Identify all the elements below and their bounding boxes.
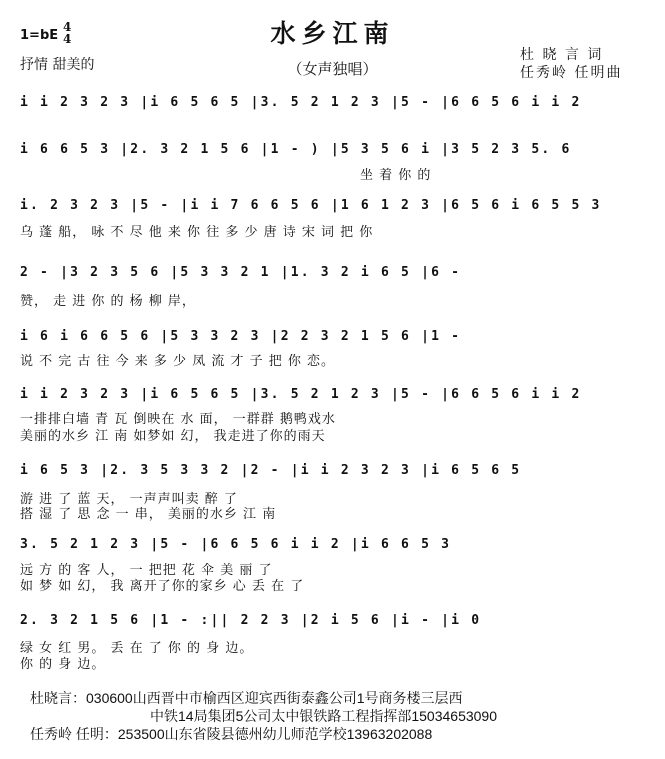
contact-lyricist-work: 中铁14局集团5公司太中银铁路工程指挥部15034653090 bbox=[150, 708, 498, 724]
lyric-line: 乌 蓬 船， 咏 不 尽 他 来 你 往 多 少 唐 诗 宋 词 把 你 bbox=[20, 225, 374, 240]
notation-line: 3. 5 2 1 2 3 |5 - |6 6 5 6 i i 2 |i 6 6 5 3 bbox=[20, 537, 452, 552]
notation-line: i 6 i 6 6 5 6 |5 3 3 2 3 |2 2 3 2 1 5 6 |1 - bbox=[20, 329, 462, 344]
lyric-line: 如 梦 如 幻， 我 离开了你的家乡 心 丢 在 了 bbox=[20, 579, 305, 594]
expression-marking: 抒情 甜美的 bbox=[20, 57, 95, 73]
lyric-line: 你 的 身 边。 bbox=[20, 657, 106, 672]
lyric-line: 远 方 的 客 人， 一 把把 花 伞 美 丽 了 bbox=[20, 563, 273, 578]
lyric-line: 赞， 走 进 你 的 杨 柳 岸， bbox=[20, 294, 196, 309]
lyric-line: 搭 湿 了 思 念 一 串， 美丽的水乡 江 南 bbox=[20, 507, 277, 522]
lyric-line: 绿 女 红 男。 丢 在 了 你 的 身 边。 bbox=[20, 641, 254, 656]
lyric-line: 坐 着 你 的 bbox=[360, 168, 432, 183]
lyric-line: 游 进 了 蓝 天， 一声声叫卖 醉 了 bbox=[20, 492, 238, 507]
lyric-line: 一排排白墙 青 瓦 倒映在 水 面， 一群群 鹅鸭戏水 bbox=[20, 412, 336, 427]
key-signature: 1=bE bbox=[20, 28, 59, 43]
lyric-line: 美丽的水乡 江 南 如梦如 幻， 我走进了你的雨天 bbox=[20, 429, 326, 444]
notation-line: 2. 3 2 1 5 6 |1 - :|| 2 2 3 |2 i 5 6 |i - |i 0 bbox=[20, 613, 482, 628]
notation-line: i 6 5 3 |2. 3 5 3 3 2 |2 - |i i 2 3 2 3 |i 6 5 6 5 bbox=[20, 463, 522, 478]
contact-lyricist: 杜晓言：030600山西晋中市榆西区迎宾西街泰鑫公司1号商务楼三层西 bbox=[30, 690, 463, 706]
contact-composer: 任秀岭 任明：253500山东省陵县德州幼儿师范学校13963202088 bbox=[30, 726, 433, 742]
lyric-line: 说 不 完 古 往 今 来 多 少 凤 流 才 子 把 你 恋。 bbox=[20, 354, 335, 369]
song-subtitle: （女声独唱） bbox=[287, 60, 378, 78]
lyricist-credit: 杜 晓 言 词 bbox=[520, 47, 604, 63]
notation-line: i i 2 3 2 3 |i 6 5 6 5 |3. 5 2 1 2 3 |5 - |6 6 5 6 i i 2 bbox=[20, 95, 582, 110]
notation-line: i. 2 3 2 3 |5 - |i i 7 6 6 5 6 |1 6 1 2 3 |6 5 6 i 6 5 5 3 bbox=[20, 198, 602, 213]
time-signature-bottom: 4 bbox=[63, 32, 72, 46]
notation-line: 2 - |3 2 3 5 6 |5 3 3 2 1 |1. 3 2 i 6 5 |6 - bbox=[20, 265, 462, 280]
notation-line: i 6 6 5 3 |2. 3 2 1 5 6 |1 - ) |5 3 5 6 i |3 5 2 3 5. 6 bbox=[20, 142, 572, 157]
notation-line: i i 2 3 2 3 |i 6 5 6 5 |3. 5 2 1 2 3 |5 - |6 6 5 6 i i 2 bbox=[20, 387, 582, 402]
time-signature bbox=[63, 21, 71, 45]
composer-credit: 任秀岭 任明曲 bbox=[520, 65, 623, 81]
song-title: 水乡江南 bbox=[270, 19, 395, 48]
time-signature-top: 4 bbox=[63, 20, 72, 34]
